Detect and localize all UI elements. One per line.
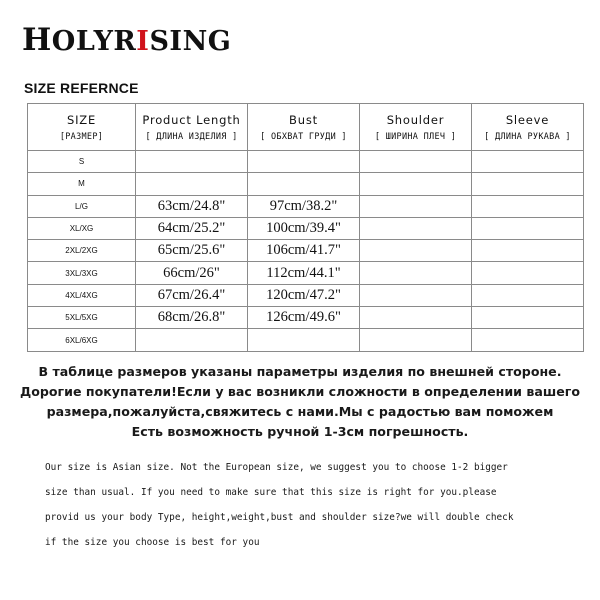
table-row [28,329,584,351]
sleeve-cell [472,217,584,239]
size-table [27,103,584,352]
bust-cell: 97cm/38.2" [248,195,360,217]
header-label: Product Length [142,112,241,127]
english-note-line: size than usual. If you need to make sure that this size is right for you.please [45,487,497,498]
brand-logo-part2: SING [149,26,232,57]
header-label-ru: [ ШИРИНА ПЛЕЧ ] [374,131,457,142]
sleeve-cell [472,329,584,351]
table-row [28,307,584,329]
bust-cell [248,151,360,173]
table-row [28,262,584,284]
header-bust [248,104,360,151]
sleeve-cell [472,195,584,217]
english-size-note [45,455,595,555]
header-label-ru: [ ДЛИНА ИЗДЕЛИЯ ] [145,131,238,142]
russian-size-note [0,362,600,442]
size-cell: 5XL/5XG [28,307,136,329]
sleeve-cell [472,240,584,262]
russian-note-line: Дорогие покупатели!Если у вас возникли сложности в определении вашего [20,384,580,399]
table-row [28,195,584,217]
length-cell: 68cm/26.8" [136,307,248,329]
header-label: Shoulder [386,112,445,127]
size-cell: L/G [28,195,136,217]
length-cell [136,173,248,195]
size-cell: 6XL/6XG [28,329,136,351]
header-label-ru: [РАЗМЕР] [59,131,104,142]
header-length [136,104,248,151]
header-label-ru: [ ДЛИНА РУКАВА ] [484,131,571,142]
header-shoulder [360,104,472,151]
shoulder-cell [360,307,472,329]
table-row [28,217,584,239]
length-cell: 64cm/25.2" [136,217,248,239]
header-size [28,104,136,151]
header-sleeve [472,104,584,151]
bust-cell: 120cm/47.2" [248,284,360,306]
table-header-row [28,104,584,151]
length-cell: 66cm/26" [136,262,248,284]
length-cell [136,151,248,173]
sleeve-cell [472,262,584,284]
length-cell: 65cm/25.6" [136,240,248,262]
size-cell: 3XL/3XG [28,262,136,284]
table-row [28,173,584,195]
shoulder-cell [360,151,472,173]
shoulder-cell [360,173,472,195]
header-label: SIZE [66,112,97,127]
section-title: SIZE REFERNCE [24,80,139,96]
table-row [28,284,584,306]
brand-logo-part1: OLYR [51,26,137,57]
table-row [28,240,584,262]
size-cell: 4XL/4XG [28,284,136,306]
header-label: Bust [289,112,318,127]
bust-cell [248,173,360,195]
size-cell: 2XL/2XG [28,240,136,262]
sleeve-cell [472,284,584,306]
length-cell [136,329,248,351]
size-cell: XL/XG [28,217,136,239]
bust-cell: 100cm/39.4" [248,217,360,239]
sleeve-cell [472,151,584,173]
brand-logo [22,22,231,58]
russian-note-line: В таблице размеров указаны параметры изделия по внешней стороне. [38,364,562,379]
length-cell: 67cm/26.4" [136,284,248,306]
header-label: Sleeve [505,112,550,127]
shoulder-cell [360,329,472,351]
bust-cell [248,329,360,351]
length-cell: 63cm/24.8" [136,195,248,217]
size-cell: S [28,151,136,173]
brand-logo-accent: I [136,26,150,57]
shoulder-cell [360,284,472,306]
bust-cell: 126cm/49.6" [248,307,360,329]
english-note-line: if the size you choose is best for you [45,537,260,548]
shoulder-cell [360,217,472,239]
english-note-line: provid us your body Type, height,weight,bust and shoulder size?we will double check [45,512,514,523]
shoulder-cell [360,262,472,284]
sleeve-cell [472,307,584,329]
shoulder-cell [360,195,472,217]
size-cell: M [28,173,136,195]
table-row [28,151,584,173]
english-note-line: Our size is Asian size. Not the European size, we suggest you to choose 1-2 bigger [45,462,508,473]
header-label-ru: [ ОБХВАТ ГРУДИ ] [260,131,347,142]
russian-note-line: размера,пожалуйста,свяжитесь с нами.Мы с радостью вам поможем [46,404,554,419]
shoulder-cell [360,240,472,262]
brand-logo-initial: H [22,22,52,58]
russian-note-line: Есть возможность ручной 1-3см погрешность. [131,424,469,439]
bust-cell: 106cm/41.7" [248,240,360,262]
bust-cell: 112cm/44.1" [248,262,360,284]
sleeve-cell [472,173,584,195]
